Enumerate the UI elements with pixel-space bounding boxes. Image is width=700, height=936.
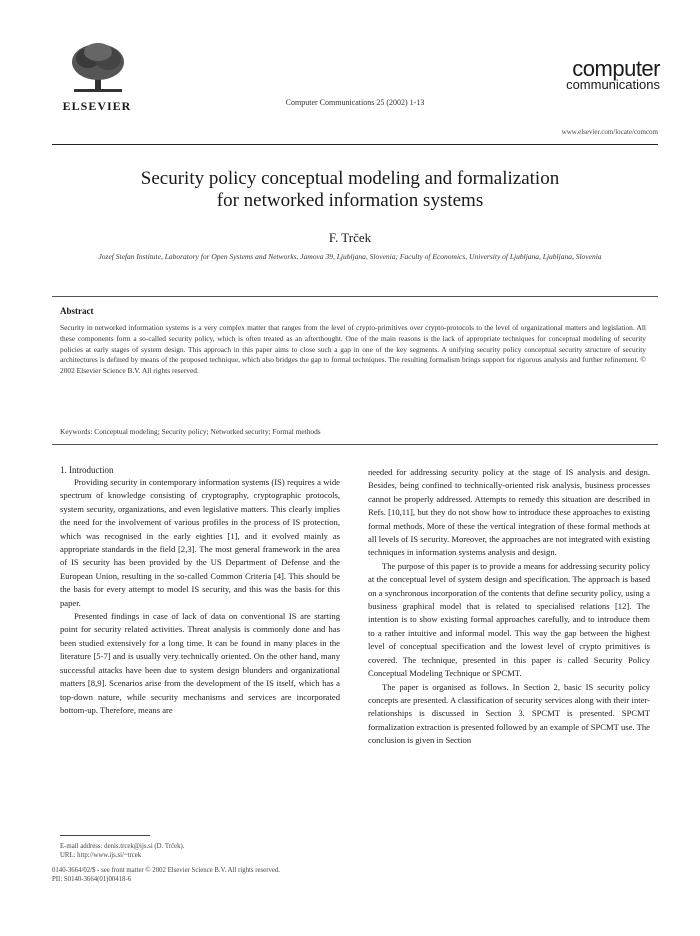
affiliation: Jozef Stefan Institute, Laboratory for Open Systems and Networks, Jamova 39, Ljubljana, Slovenia; Faculty of Economics, University of Ljubljana, Ljubljana, Slovenia [98,252,602,261]
abstract-top-rule [52,296,658,297]
footnote-email: E-mail address: denis.trcek@ijs.si (D. Trček). [60,843,185,850]
title-line-2: for networked information systems [216,190,484,211]
paragraph: The paper is organised as follows. In Section 2, basic IS security policy concepts are presented. A classification of security services along with their inter-relationships is discussed in Section 3. SPCMT is presented. SPCMT formalization extraction is presented followed by an example of SPCMT use. The conclusion is given in Section [368,681,650,746]
abstract-heading: Abstract [60,306,94,316]
pii-line: PII: S0140-3664(01)00418-6 [52,876,132,883]
abstract-text: Security in networked information systems is a very complex matter that ranges from the level of crypto-primitives over crypto-protocols to the level of organizational matters and legislation. All these components form a so-called security policy, which is often treated as an afterthought. One of the main reasons is the lack of appropriate techniques for conceptual modeling of security policies at early stages of system design. This approach in this paper aims to close such a gap in one of the key segments. A unifying security policy conceptual security structure of security architectures is defined by means of the proposed technique, which also bridges the gap to formal techniques. The resulting formalism brings support for rigorous analysis and further refinement. © 2002 Elsevier Science B.V. All rights reserved. [60,323,646,376]
paragraph: The purpose of this paper is to provide a means for addressing security policy at the conceptual level of system design and specification. The approach is based on a synchronous incorporation of the contents that define security policy, using a business graphical model that is related to specialised relations [12]. The intention is to show existing formal approaches carefully, and to introduce them to a rather intuitive and informal model. This way the gap between the highest level of conceptual specification and the lowest level of crypto primitives is covered. The technique, presented in this paper is called Security Policy Conceptual Modeling Technique or SPCMT. [368,560,650,679]
paragraph: Presented findings in case of lack of data on conventional IS are starting point for security related activities. Threat analysis is commonly done and has been studied extensively for a long time. It can be found in many places in the literature [5-7] and is usually very technically oriented. On the other hand, many successful attacks have been due to system design blunders and organizational matters [8,9]. Scenarios arise from the development of the IS itself, which has a top-down nature, while security mechanisms and services are incorporated bottom-up. Therefore, means are [60,611,340,715]
journal-name-secondary: communications [566,77,660,92]
footnote [60,842,340,860]
paragraph: Providing security in contemporary information systems (IS) requires a wide spectrum of knowledge consisting of cryptography, cryptographic protocols, system security, organizations, and even legislative matters. This clearly implies the need for the involvement of various profiles in the process of IS protection, which was recognised in the early eighties [1], and it evolved mainly as appropriate standards in the field [2,3]. The most general framework in the area of IS security has been provided by the US Department of Defense and the European Union, resulting in the so-called Common Criteria [4]. This should be the basis for every attempt to model IS security, and this was the basis for this paper. [60,477,340,608]
title-line-1: Security policy conceptual modeling and formalization [140,168,560,189]
author: F. Trček [328,230,372,245]
footnote-url: URL: http://www.ijs.si/~trcek [60,852,142,859]
keywords: Keywords: Conceptual modeling; Security policy; Networked security; Formal methods [60,427,321,436]
elsevier-tree-icon [70,42,126,94]
publisher-name: ELSEVIER [62,99,132,113]
journal-citation: Computer Communications 25 (2002) 1-13 [285,98,425,107]
journal-url[interactable]: www.elsevier.com/locate/comcom [561,128,658,136]
abstract-bottom-rule [52,444,658,445]
paragraph: needed for addressing security policy at the stage of IS analysis and design. Besides, being confined to technically-oriented risk analysis, business processes cannot be properly addressed. Attempts to remedy this situation are described in Refs. [10,11], but they do not show how to introduce these approaches to existing formal methods. More of these the vertical integration of these formal methods at all levels of IS security. Moreover, the approaches are not integrated with existing techniques in information systems analysis and design. [368,467,650,558]
right-column [368,466,650,748]
header-rule [52,144,658,145]
left-column [60,476,340,717]
journal-mark [540,58,660,91]
article-title [60,168,640,212]
journal-name-primary: computer [572,56,660,81]
publisher-logo [52,42,142,112]
section-heading: 1. Introduction [60,465,114,475]
issn-block [52,866,412,884]
footnote-rule [60,835,150,836]
issn-line: 0140-3664/02/$ - see front matter © 2002 Elsevier Science B.V. All rights reserved. [52,867,280,874]
